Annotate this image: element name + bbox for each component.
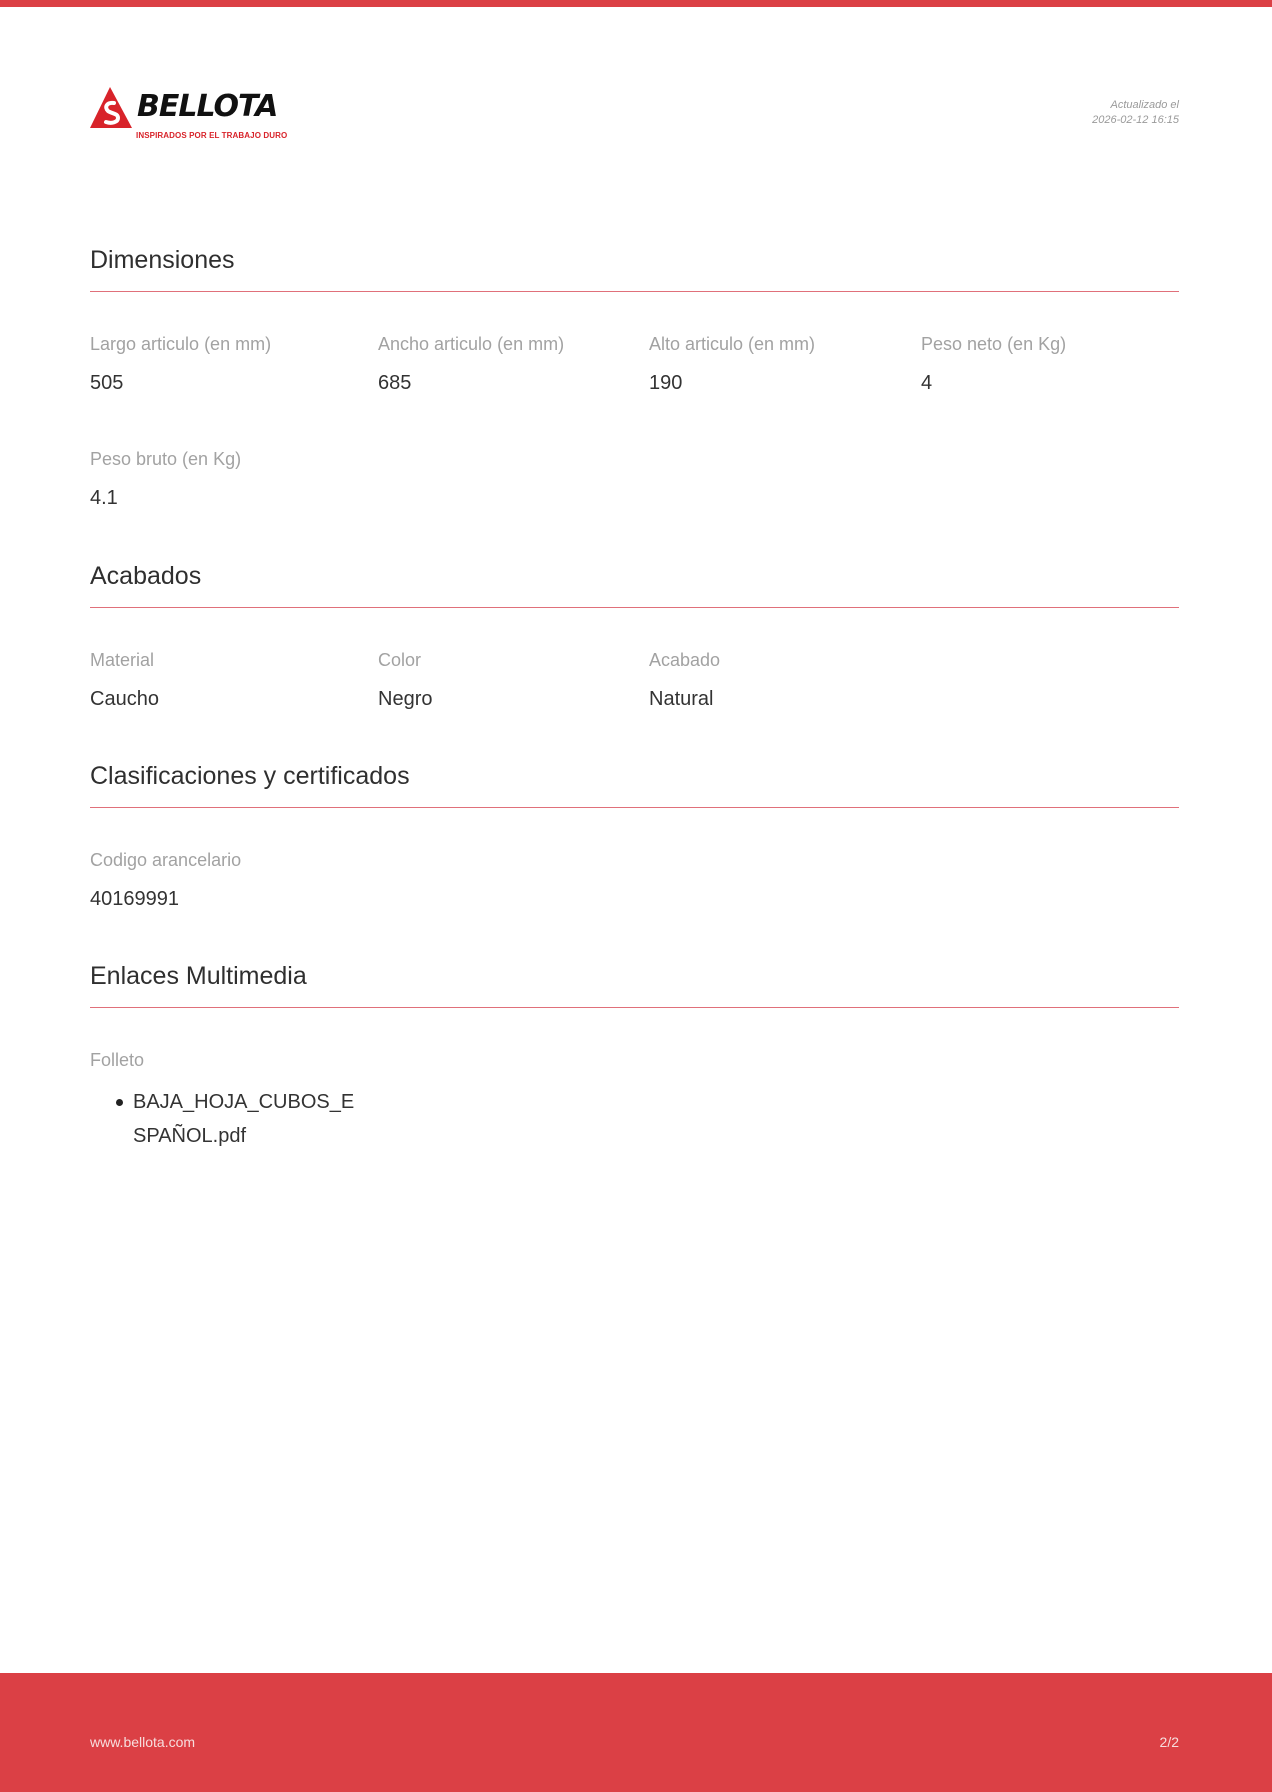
bellota-logo	[90, 84, 288, 144]
field-label: Color	[378, 650, 422, 670]
field-material	[90, 649, 159, 711]
section-title: Acabados	[90, 561, 1179, 608]
file-list	[90, 1085, 363, 1153]
field-label: Alto articulo (en mm)	[649, 334, 816, 354]
section-multimedia	[90, 961, 1179, 1161]
section-title: Clasificaciones y certificados	[90, 761, 1179, 808]
section-acabados	[90, 561, 1179, 721]
file-link-label[interactable]: BAJA_HOJA_CUBOS_ESPAÑOL.pdf	[133, 1091, 355, 1147]
field-label: Peso neto (en Kg)	[921, 334, 1067, 354]
field-peso-neto	[921, 333, 1066, 395]
updated-timestamp	[1092, 98, 1179, 128]
top-accent-bar	[0, 0, 1272, 7]
field-value: Natural	[649, 688, 714, 710]
section-title: Enlaces Multimedia	[90, 961, 1179, 1008]
field-acabado	[649, 649, 720, 711]
section-clasificaciones	[90, 761, 1179, 921]
field-label: Folleto	[90, 1050, 145, 1070]
field-label: Largo articulo (en mm)	[90, 334, 272, 354]
page-footer	[0, 1673, 1272, 1792]
field-label: Acabado	[649, 650, 721, 670]
field-value: 40169991	[90, 888, 179, 910]
field-color	[378, 649, 432, 711]
bellota-logo-icon	[90, 84, 134, 132]
field-value: Caucho	[90, 688, 159, 710]
field-value: 4	[921, 372, 933, 394]
updated-label: Actualizado el	[1110, 99, 1179, 111]
field-value: 190	[649, 372, 683, 394]
field-ancho	[378, 333, 564, 395]
field-label: Material	[90, 650, 155, 670]
updated-value: 2026-02-12 16:15	[1092, 114, 1179, 126]
field-label: Peso bruto (en Kg)	[90, 449, 242, 469]
field-value: 685	[378, 372, 412, 394]
field-value: 4.1	[90, 487, 118, 509]
file-link[interactable]	[133, 1085, 363, 1153]
section-title: Dimensiones	[90, 245, 1179, 292]
field-codigo-arancelario	[90, 849, 241, 911]
logo-wordmark: BELLOTA	[137, 89, 278, 124]
bullet-icon	[116, 1099, 123, 1106]
field-largo	[90, 333, 271, 395]
field-value: 505	[90, 372, 124, 394]
page-number: 2/2	[1159, 1734, 1179, 1750]
field-folleto	[90, 1049, 363, 1153]
page-header	[90, 84, 1179, 154]
field-peso-bruto	[90, 448, 241, 510]
footer-website-link[interactable]: www.bellota.com	[90, 1734, 196, 1750]
logo-tagline: INSPIRADOS POR EL TRABAJO DURO	[136, 131, 288, 140]
field-label: Ancho articulo (en mm)	[378, 334, 565, 354]
field-value: Negro	[378, 688, 433, 710]
section-dimensiones	[90, 245, 1179, 525]
field-label: Codigo arancelario	[90, 850, 242, 870]
field-alto	[649, 333, 815, 395]
